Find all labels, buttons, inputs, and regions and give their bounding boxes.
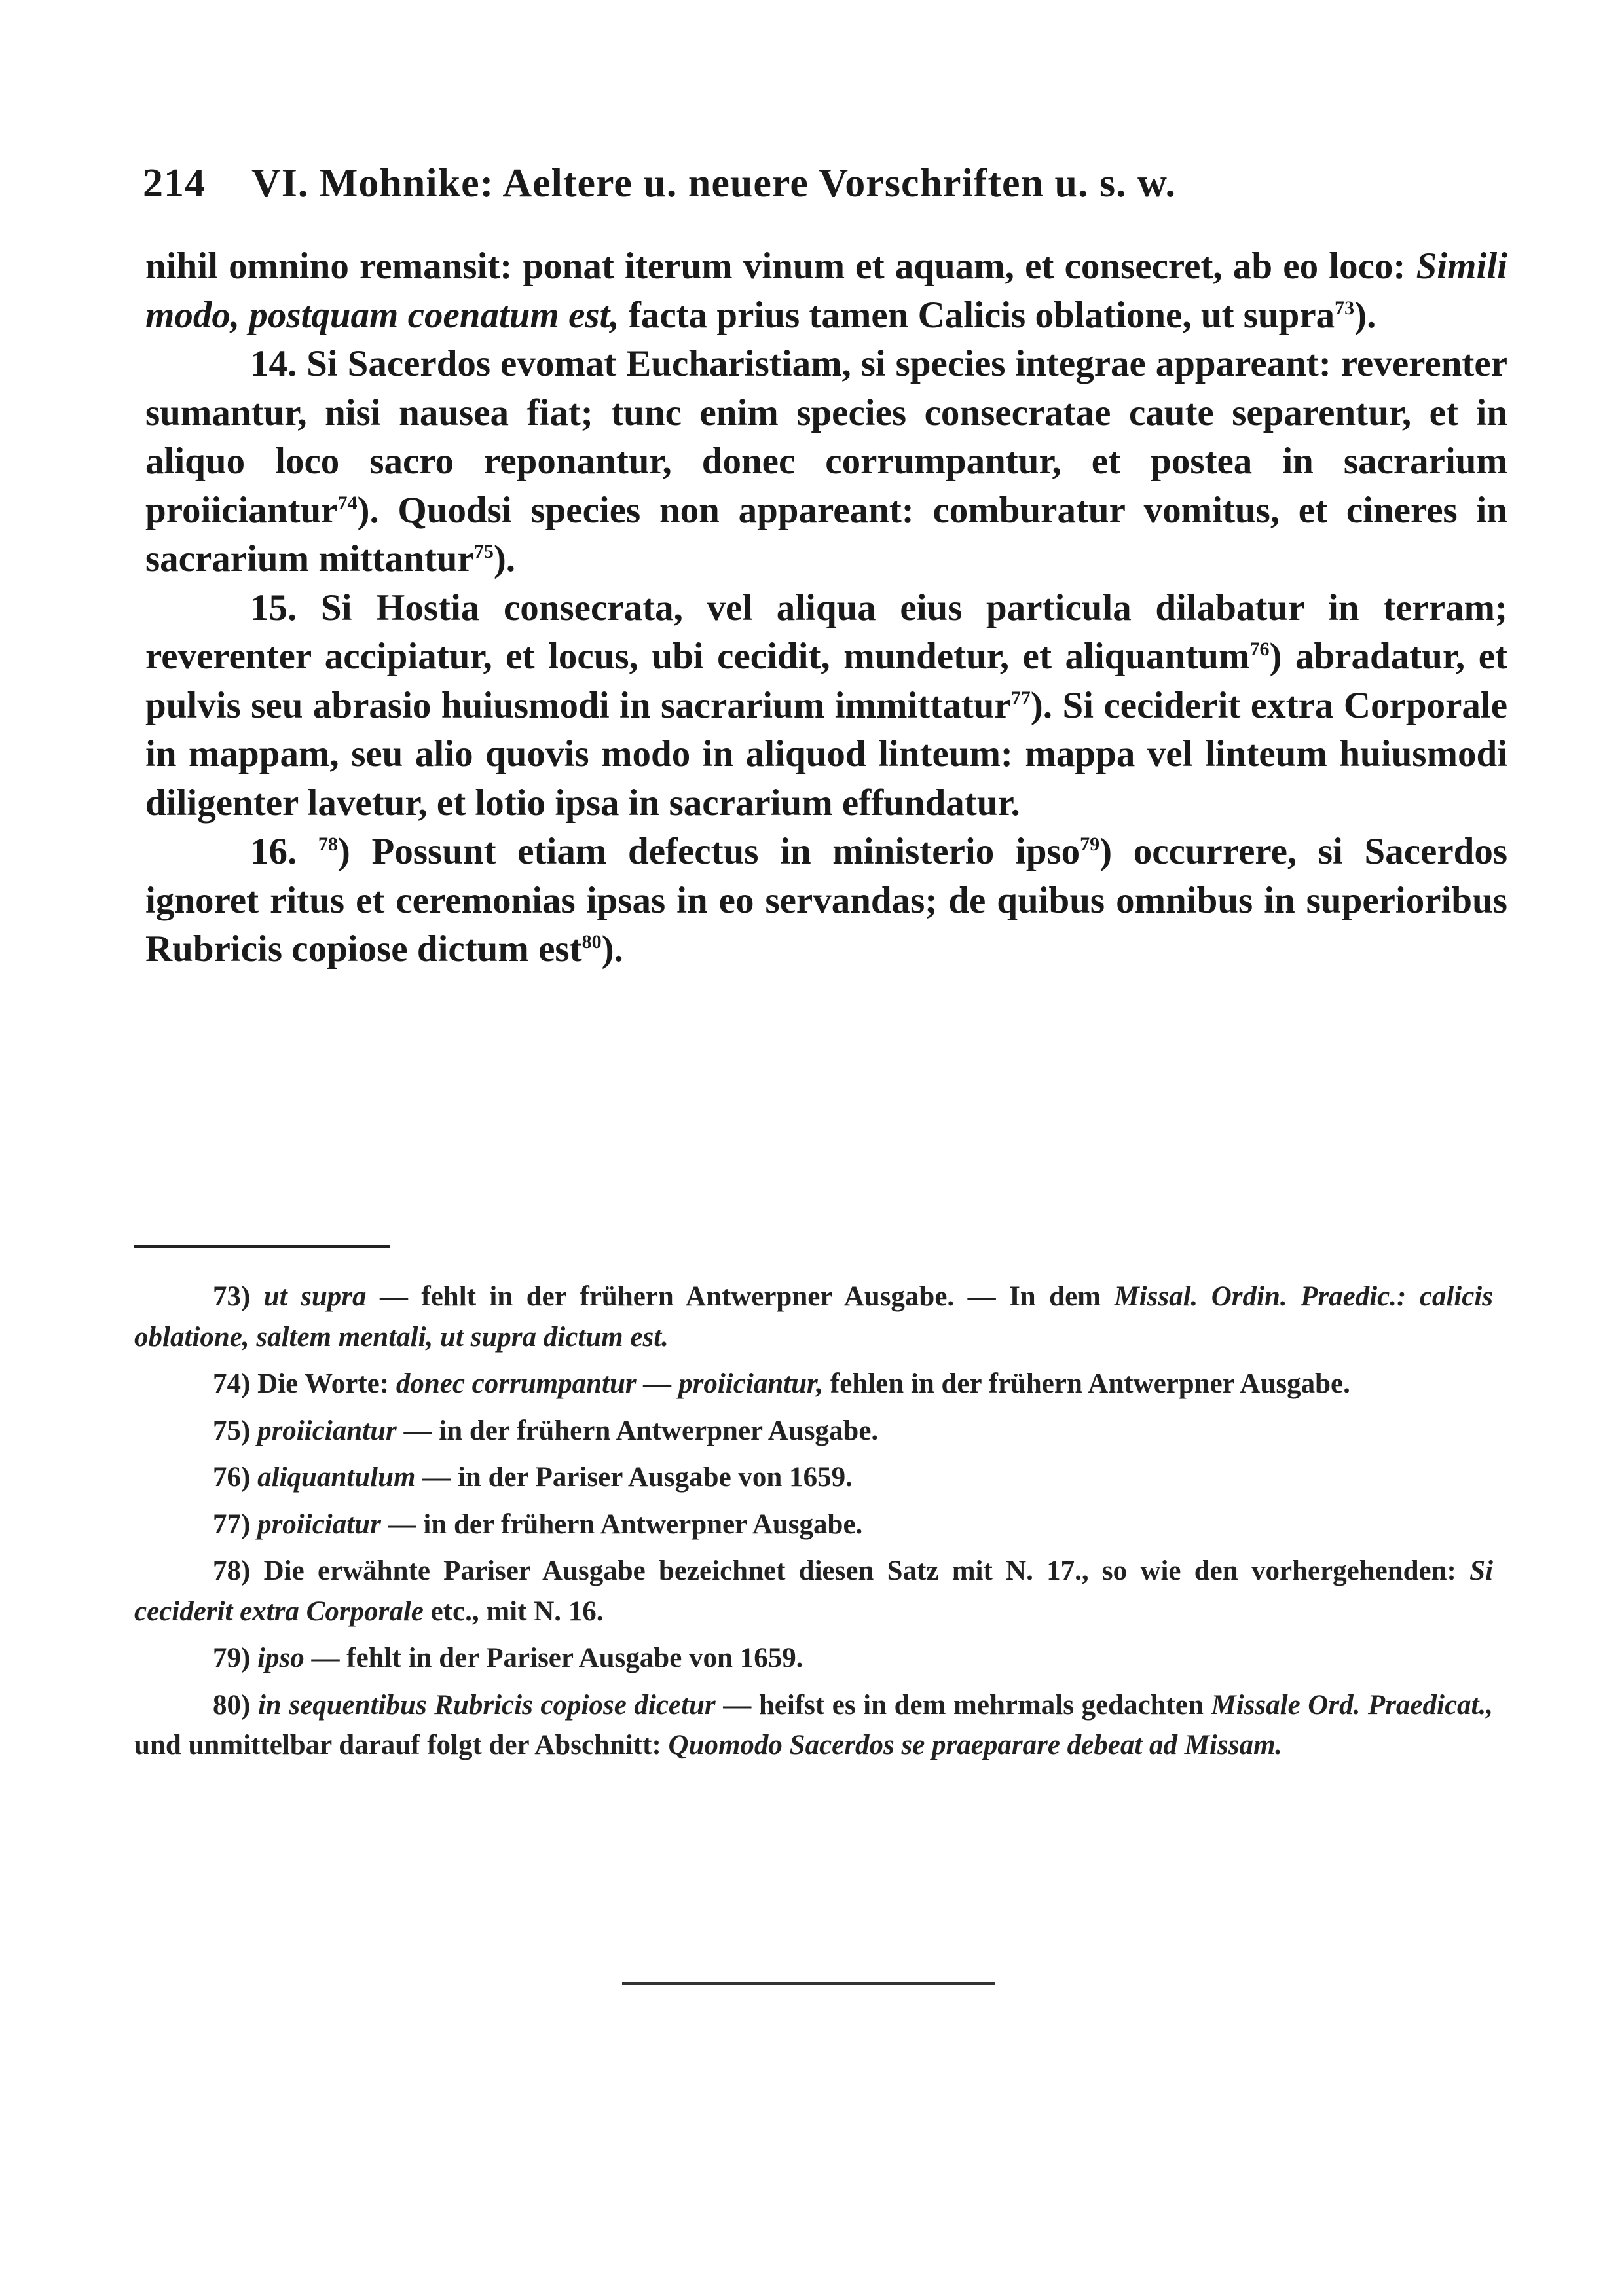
text-run: ). xyxy=(1354,294,1376,336)
footnote xyxy=(134,1411,1493,1451)
footnote-ref: 73 xyxy=(1335,297,1355,319)
italic-text: aliquantulum xyxy=(257,1462,416,1493)
paragraph xyxy=(145,828,1507,974)
footnote-ref: 74 xyxy=(337,492,358,514)
text-run: ). Quodsi species non appareant: comburatur vomitus, et cineres in sacrarium mittantur xyxy=(145,489,1507,579)
text-run: ) Possunt etiam defectus in ministerio ipso xyxy=(337,831,1080,872)
text-run: und unmittelbar darauf folgt der Abschnitt: xyxy=(134,1730,669,1760)
footnote xyxy=(134,1457,1493,1498)
text-run: ). xyxy=(493,538,516,579)
footnote-ref: 77 xyxy=(1010,687,1031,709)
text-run: — in der frühern Antwerpner Ausgabe. xyxy=(396,1415,879,1446)
footnote xyxy=(134,1277,1493,1357)
text-run: 76) xyxy=(213,1462,258,1493)
paragraph xyxy=(145,584,1507,828)
text-run: 16. xyxy=(250,831,318,872)
italic-text: Missale Ord. Praedicat., xyxy=(1211,1689,1493,1721)
footnote-ref: 75 xyxy=(473,541,494,562)
footnote-ref: 80 xyxy=(581,931,602,953)
italic-text: ut supra xyxy=(263,1281,367,1312)
text-run: fehlen in der frühern Antwerpner Ausgabe. xyxy=(823,1368,1350,1399)
italic-text: Missal. Ordin. Praedic.: calicis oblatione, saltem mentali, ut supra dictum est. xyxy=(134,1281,1493,1353)
footnote xyxy=(134,1638,1493,1679)
italic-text: proiiciantur xyxy=(257,1415,397,1446)
text-run: — fehlt in der Pariser Ausgabe von 1659. xyxy=(304,1643,803,1673)
footnote xyxy=(134,1364,1493,1404)
text-run: facta prius tamen Calicis oblatione, ut supra xyxy=(619,294,1335,336)
italic-text: Si ceciderit extra Corporale xyxy=(134,1556,1493,1627)
footnote-separator xyxy=(134,1245,390,1248)
footnote-ref: 79 xyxy=(1080,833,1100,855)
text-run: 73) xyxy=(213,1281,264,1312)
text-run: ) abradatur, et pulvis seu abrasio huiusmodi in sacrarium immittatur xyxy=(145,636,1507,726)
end-rule xyxy=(622,1982,995,1985)
text-run: — in der frühern Antwerpner Ausgabe. xyxy=(380,1508,863,1540)
page-number: 214 xyxy=(143,161,206,206)
italic-text: proiiciatur xyxy=(257,1508,381,1540)
italic-text: ipso xyxy=(257,1643,304,1673)
text-run: 15. Si Hostia consecrata, vel aliqua eius particula dilabatur in terram; reverenter accipiatur, et locus, ubi cecidit, mundetur, et aliquantum xyxy=(145,587,1507,677)
footnote-ref: 76 xyxy=(1249,638,1270,660)
text-run: — heifst es in dem mehrmals gedachten xyxy=(715,1689,1211,1721)
footnote xyxy=(134,1504,1493,1545)
text-run: 14. Si Sacerdos evomat Eucharistiam, si species integrae appareant: reverenter sumantur, nisi nausea fiat; tunc enim species consecratae caute separentur, et in aliquo loco sacro reponantur, donec corrumpantur, et postea in sacrarium proiiciantur xyxy=(145,343,1507,531)
text-run: ) occurrere, si Sacerdos ignoret ritus et ceremonias ipsas in eo servandas; de quibus omnibus in superioribus Rubricis copiose dictum est xyxy=(145,831,1508,970)
italic-text: in sequentibus Rubricis copiose dicetur xyxy=(257,1689,716,1721)
footnote xyxy=(134,1551,1493,1631)
text-run: ). xyxy=(601,928,623,970)
text-run: ). Si ceciderit extra Corporale in mappam, seu alio quovis modo in aliquod linteum: mappa vel linteum huiusmodi diligenter lavetur, et lotio ipsa in sacrarium effundatur. xyxy=(145,684,1507,824)
text-run: 79) xyxy=(213,1643,258,1673)
italic-text: donec corrumpantur — proiiciantur, xyxy=(396,1368,824,1399)
text-run: — in der Pariser Ausgabe von 1659. xyxy=(415,1462,853,1493)
text-run: nihil omnino remansit: ponat iterum vinum et aquam, et consecret, ab eo loco: xyxy=(145,246,1416,287)
paragraph xyxy=(145,242,1507,340)
running-title: VI. Mohnike: Aeltere u. neuere Vorschriften u. s. w. xyxy=(251,161,1176,206)
paragraph xyxy=(145,340,1507,584)
text-run: 74) Die Worte: xyxy=(213,1368,396,1399)
text-run: 78) Die erwähnte Pariser Ausgabe bezeichnet diesen Satz mit N. 17., so wie den vorhergehenden: xyxy=(213,1556,1470,1586)
running-header xyxy=(143,160,1486,207)
italic-text: Simili modo, postquam coenatum est, xyxy=(145,246,1507,336)
text-run: etc., mit N. 16. xyxy=(423,1595,604,1627)
text-run: 80) xyxy=(213,1689,258,1721)
main-text xyxy=(145,242,1507,974)
footnotes xyxy=(134,1277,1493,1772)
footnote-ref: 78 xyxy=(318,833,338,855)
text-run: 77) xyxy=(213,1508,258,1540)
footnote xyxy=(134,1685,1493,1766)
text-run: — fehlt in der frühern Antwerpner Ausgabe. — In dem xyxy=(366,1281,1115,1312)
text-run: 75) xyxy=(213,1415,258,1446)
italic-text: Quomodo Sacerdos se praeparare debeat ad Missam. xyxy=(668,1730,1283,1760)
